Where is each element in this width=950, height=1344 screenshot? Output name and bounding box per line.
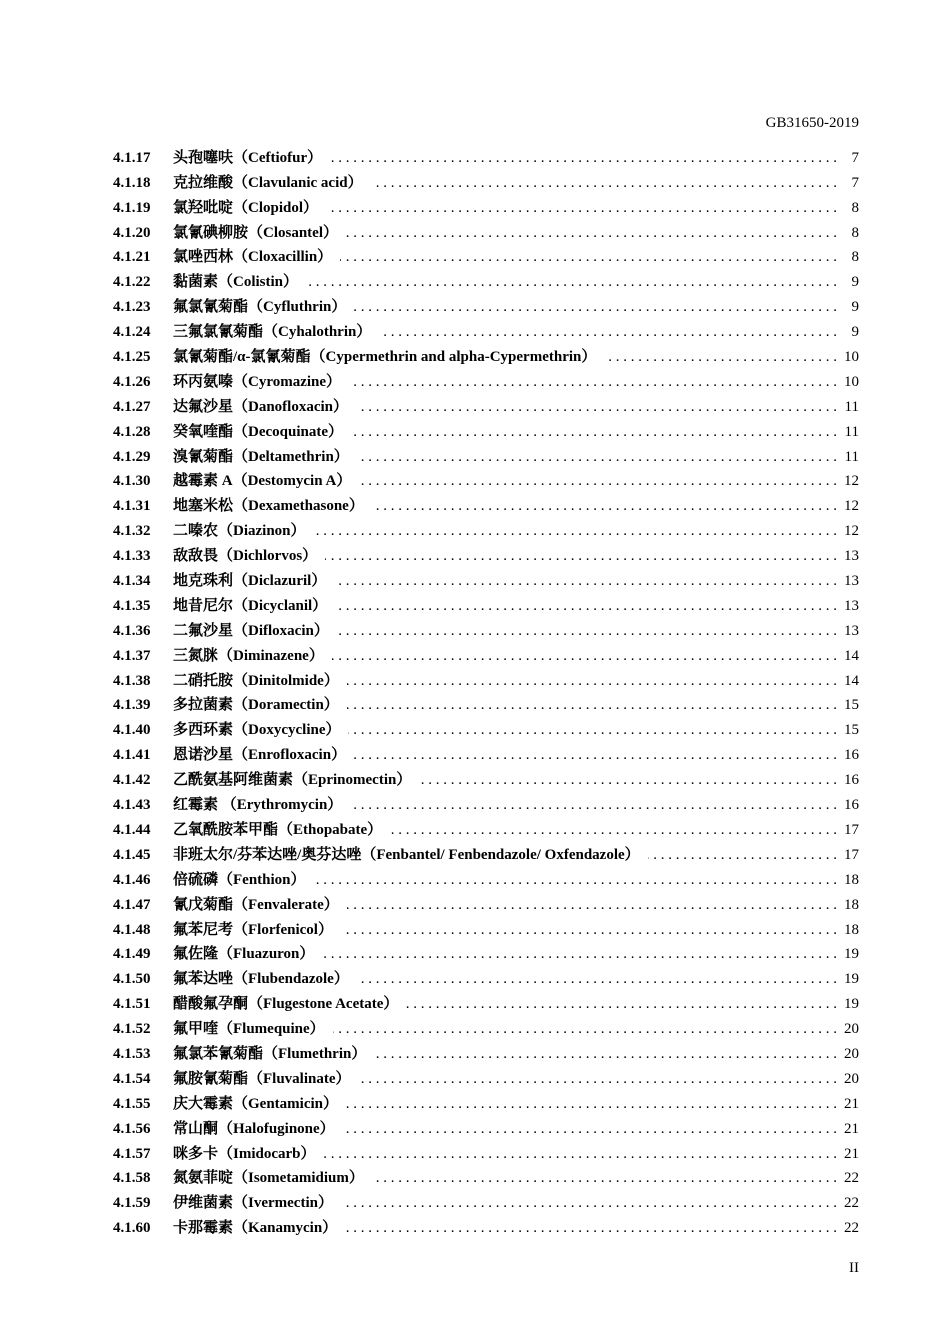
toc-entry-number: 4.1.32 [113, 523, 151, 540]
toc-entry[interactable] [113, 516, 859, 541]
toc-dot-leader [345, 1218, 837, 1238]
toc-dot-leader [326, 198, 837, 218]
toc-entry-title: 氰戊菊酯（Fenvalerate） [173, 896, 339, 913]
toc-dot-leader [371, 173, 837, 193]
toc-entry-page: 18 [844, 871, 859, 888]
toc-entry-title: 氟苯达唑（Flubendazole） [173, 971, 349, 988]
toc-dot-leader [348, 720, 837, 740]
document-code: GB31650-2019 [765, 115, 859, 131]
toc-entry[interactable] [113, 1213, 859, 1238]
toc-entry-page: 16 [844, 747, 859, 764]
toc-entry[interactable] [113, 442, 859, 467]
toc-entry[interactable] [113, 740, 859, 765]
toc-entry-page: 10 [844, 349, 859, 366]
toc-entry-title: 二硝托胺（Dinitolmide） [173, 672, 339, 689]
toc-dot-leader [325, 546, 837, 566]
toc-entry-page: 12 [844, 498, 859, 515]
toc-entry-number: 4.1.54 [113, 1070, 151, 1087]
toc-entry-number: 4.1.47 [113, 896, 151, 913]
toc-dot-leader [346, 1094, 837, 1114]
toc-dot-leader [372, 496, 837, 516]
toc-entry[interactable] [113, 765, 859, 790]
toc-entry-title: 咪多卡（Imidocarb） [173, 1145, 316, 1162]
toc-entry[interactable] [113, 417, 859, 442]
toc-entry-title: 癸氧喹酯（Decoquinate） [173, 423, 343, 440]
toc-entry-page: 13 [844, 622, 859, 639]
toc-entry-number: 4.1.31 [113, 498, 151, 515]
toc-entry[interactable] [113, 691, 859, 716]
toc-entry-page: 22 [844, 1195, 859, 1212]
toc-entry-page: 14 [844, 672, 859, 689]
toc-entry-title: 地塞米松（Dexamethasone） [173, 498, 364, 515]
toc-dot-leader [406, 994, 837, 1014]
toc-entry-page: 13 [844, 548, 859, 565]
toc-entry-number: 4.1.30 [113, 473, 151, 490]
toc-entry-number: 4.1.39 [113, 697, 151, 714]
toc-entry[interactable] [113, 243, 859, 268]
toc-dot-leader [341, 1193, 837, 1213]
toc-entry[interactable] [113, 641, 859, 666]
toc-entry[interactable] [113, 616, 859, 641]
toc-entry-title: 卡那霉素（Kanamycin） [173, 1220, 338, 1237]
toc-entry-number: 4.1.51 [113, 996, 151, 1013]
toc-entry-number: 4.1.34 [113, 573, 151, 590]
toc-entry[interactable] [113, 566, 859, 591]
toc-entry-page: 20 [844, 1045, 859, 1062]
toc-dot-leader [343, 1119, 837, 1139]
toc-entry-page: 16 [844, 772, 859, 789]
toc-entry-number: 4.1.33 [113, 548, 151, 565]
toc-entry-title: 乙氧酰胺苯甲酯（Ethopabate） [173, 821, 383, 838]
toc-entry-title: 多拉菌素（Doramectin） [173, 697, 339, 714]
toc-dot-leader [337, 621, 837, 641]
toc-entry-number: 4.1.18 [113, 174, 151, 191]
toc-entry-page: 10 [844, 373, 859, 390]
toc-entry-page: 19 [844, 996, 859, 1013]
toc-entry-title: 溴氰菊酯（Deltamethrin） [173, 448, 349, 465]
toc-entry-page: 8 [851, 249, 859, 266]
toc-entry[interactable] [113, 143, 859, 168]
toc-entry-title: 克拉维酸（Clavulanic acid） [173, 174, 363, 191]
toc-entry-title: 庆大霉素（Gentamicin） [173, 1095, 338, 1112]
toc-entry-title: 达氟沙星（Danofloxacin） [173, 398, 349, 415]
toc-entry-page: 11 [844, 423, 859, 440]
toc-entry-title: 倍硫磷（Fenthion） [173, 871, 306, 888]
toc-entry[interactable] [113, 467, 859, 492]
toc-entry-page: 9 [851, 274, 859, 291]
toc-entry-number: 4.1.17 [113, 149, 151, 166]
toc-entry-number: 4.1.27 [113, 398, 151, 415]
toc-entry-title: 二氟沙星（Difloxacin） [173, 622, 329, 639]
toc-entry-number: 4.1.40 [113, 722, 151, 739]
toc-entry-page: 8 [851, 224, 859, 241]
toc-dot-leader [354, 297, 837, 317]
table-of-contents [113, 143, 859, 1238]
toc-entry-title: 氯羟吡啶（Clopidol） [173, 199, 319, 216]
toc-entry-page: 19 [844, 946, 859, 963]
toc-entry[interactable] [113, 890, 859, 915]
toc-entry-number: 4.1.60 [113, 1220, 151, 1237]
toc-entry-number: 4.1.49 [113, 946, 151, 963]
toc-dot-leader [333, 1019, 837, 1039]
toc-entry-page: 9 [851, 324, 859, 341]
toc-entry[interactable] [113, 1014, 859, 1039]
toc-entry-number: 4.1.45 [113, 846, 151, 863]
toc-entry-page: 12 [844, 473, 859, 490]
toc-dot-leader [341, 920, 837, 940]
toc-entry-title: 三氟氯氰菊酯（Cyhalothrin） [173, 324, 372, 341]
toc-entry-page: 16 [844, 797, 859, 814]
toc-entry[interactable] [113, 1139, 859, 1164]
toc-dot-leader [332, 646, 837, 666]
toc-entry-page: 8 [851, 199, 859, 216]
toc-entry-page: 19 [844, 971, 859, 988]
toc-entry-title: 氟胺氰菊酯（Fluvalinate） [173, 1070, 351, 1087]
toc-entry[interactable] [113, 1089, 859, 1114]
toc-dot-leader [604, 347, 837, 367]
toc-entry-page: 22 [844, 1170, 859, 1187]
toc-dot-leader [314, 870, 837, 890]
toc-dot-leader [351, 422, 837, 442]
toc-dot-leader [322, 944, 837, 964]
toc-entry[interactable] [113, 790, 859, 815]
toc-dot-leader [314, 521, 837, 541]
toc-dot-leader [324, 1144, 837, 1164]
toc-entry[interactable] [113, 491, 859, 516]
toc-entry-title: 氯唑西林（Cloxacillin） [173, 249, 333, 266]
toc-entry[interactable] [113, 218, 859, 243]
toc-entry-title: 环丙氨嗪（Cyromazine） [173, 373, 342, 390]
toc-entry[interactable] [113, 715, 859, 740]
toc-entry-title: 乙酰氨基阿维菌素（Eprinomectin） [173, 772, 412, 789]
toc-dot-leader [390, 820, 837, 840]
toc-entry-page: 7 [851, 174, 859, 191]
toc-entry-number: 4.1.28 [113, 423, 151, 440]
toc-entry-page: 21 [844, 1120, 859, 1137]
toc-entry-number: 4.1.19 [113, 199, 151, 216]
toc-entry-number: 4.1.20 [113, 224, 151, 241]
toc-dot-leader [648, 845, 837, 865]
toc-entry-number: 4.1.59 [113, 1195, 151, 1212]
toc-entry-title: 黏菌素（Colistin） [173, 274, 299, 291]
page-number: II [849, 1260, 859, 1276]
toc-entry[interactable] [113, 1188, 859, 1213]
toc-dot-leader [379, 322, 837, 342]
toc-dot-leader [347, 695, 837, 715]
toc-entry[interactable] [113, 964, 859, 989]
toc-entry-page: 17 [844, 846, 859, 863]
toc-entry[interactable] [113, 940, 859, 965]
toc-entry-page: 11 [844, 398, 859, 415]
toc-entry[interactable] [113, 168, 859, 193]
toc-entry-title: 红霉素 （Erythromycin） [173, 797, 343, 814]
toc-entry[interactable] [113, 367, 859, 392]
toc-dot-leader [347, 895, 837, 915]
toc-entry[interactable] [113, 1164, 859, 1189]
toc-dot-leader [357, 969, 837, 989]
toc-entry[interactable] [113, 666, 859, 691]
toc-entry-number: 4.1.22 [113, 274, 151, 291]
toc-entry-title: 氯氰菊酯/α-氯氰菊酯（Cypermethrin and alpha-Cypermethrin） [173, 349, 597, 366]
toc-entry-number: 4.1.46 [113, 871, 151, 888]
toc-entry-page: 9 [851, 299, 859, 316]
toc-entry[interactable] [113, 392, 859, 417]
toc-entry[interactable] [113, 317, 859, 342]
toc-dot-leader [346, 223, 837, 243]
toc-entry-number: 4.1.36 [113, 622, 151, 639]
toc-entry-title: 氯氰碘柳胺（Closantel） [173, 224, 339, 241]
toc-entry[interactable] [113, 591, 859, 616]
toc-entry-title: 伊维菌素（Ivermectin） [173, 1195, 333, 1212]
toc-entry[interactable] [113, 267, 859, 292]
toc-dot-leader [374, 1044, 837, 1064]
toc-entry-number: 4.1.23 [113, 299, 151, 316]
toc-entry[interactable] [113, 1114, 859, 1139]
toc-dot-leader [357, 447, 837, 467]
toc-entry-page: 7 [851, 149, 859, 166]
toc-entry-page: 14 [844, 647, 859, 664]
toc-entry[interactable] [113, 342, 859, 367]
toc-entry-number: 4.1.58 [113, 1170, 151, 1187]
toc-entry-title: 地克珠利（Diclazuril） [173, 573, 327, 590]
toc-entry-title: 多西环素（Doxycycline） [173, 722, 341, 739]
toc-dot-leader [419, 770, 837, 790]
toc-dot-leader [334, 571, 837, 591]
toc-entry-title: 三氮脒（Diminazene） [173, 647, 324, 664]
toc-dot-leader [359, 1069, 837, 1089]
toc-entry-number: 4.1.55 [113, 1095, 151, 1112]
toc-entry-number: 4.1.53 [113, 1045, 151, 1062]
toc-entry-title: 敌敌畏（Dichlorvos） [173, 548, 318, 565]
toc-dot-leader [354, 745, 837, 765]
toc-entry-title: 头孢噻呋（Ceftiofur） [173, 149, 323, 166]
toc-entry-title: 醋酸氟孕酮（Flugestone Acetate） [173, 996, 399, 1013]
toc-entry[interactable] [113, 840, 859, 865]
toc-entry-page: 15 [844, 722, 859, 739]
toc-entry-page: 20 [844, 1021, 859, 1038]
toc-entry-page: 18 [844, 896, 859, 913]
toc-dot-leader [350, 795, 837, 815]
toc-entry-page: 17 [844, 821, 859, 838]
toc-entry-title: 非班太尔/芬苯达唑/奥芬达唑（Fenbantel/ Fenbendazole/ Oxfendazole） [173, 846, 640, 863]
toc-entry-page: 21 [844, 1095, 859, 1112]
toc-entry-number: 4.1.57 [113, 1145, 151, 1162]
toc-entry-number: 4.1.43 [113, 797, 151, 814]
toc-entry-title: 氟氯苯氰菊酯（Flumethrin） [173, 1045, 367, 1062]
toc-entry-title: 氟氯氰菊酯（Cyfluthrin） [173, 299, 347, 316]
toc-entry[interactable] [113, 865, 859, 890]
toc-entry-number: 4.1.24 [113, 324, 151, 341]
toc-entry[interactable] [113, 292, 859, 317]
toc-entry[interactable] [113, 989, 859, 1014]
toc-entry-title: 常山酮（Halofuginone） [173, 1120, 335, 1137]
toc-entry-page: 20 [844, 1070, 859, 1087]
toc-entry-number: 4.1.29 [113, 448, 151, 465]
toc-entry-number: 4.1.42 [113, 772, 151, 789]
toc-entry-number: 4.1.35 [113, 597, 151, 614]
toc-dot-leader [356, 397, 837, 417]
toc-entry-title: 地昔尼尔（Dicyclanil） [173, 597, 328, 614]
toc-entry-page: 15 [844, 697, 859, 714]
toc-entry-title: 二嗪农（Diazinon） [173, 523, 306, 540]
toc-entry-number: 4.1.56 [113, 1120, 151, 1137]
toc-entry-number: 4.1.44 [113, 821, 151, 838]
toc-entry[interactable] [113, 193, 859, 218]
toc-entry-number: 4.1.50 [113, 971, 151, 988]
toc-entry[interactable] [113, 1039, 859, 1064]
toc-dot-leader [335, 596, 837, 616]
toc-entry[interactable] [113, 915, 859, 940]
toc-entry-page: 13 [844, 597, 859, 614]
toc-entry-page: 21 [844, 1145, 859, 1162]
toc-entry-number: 4.1.38 [113, 672, 151, 689]
toc-entry-number: 4.1.41 [113, 747, 151, 764]
toc-entry-title: 越霉素 A（Destomycin A） [173, 473, 352, 490]
toc-entry-number: 4.1.21 [113, 249, 151, 266]
toc-dot-leader [340, 247, 837, 267]
toc-dot-leader [330, 148, 837, 168]
toc-entry-page: 11 [844, 448, 859, 465]
toc-entry-number: 4.1.52 [113, 1021, 151, 1038]
toc-entry-number: 4.1.48 [113, 921, 151, 938]
toc-dot-leader [306, 272, 837, 292]
toc-entry[interactable] [113, 541, 859, 566]
toc-entry-page: 18 [844, 921, 859, 938]
toc-dot-leader [349, 372, 837, 392]
toc-entry-title: 恩诺沙星（Enrofloxacin） [173, 747, 347, 764]
toc-entry-page: 13 [844, 573, 859, 590]
toc-entry-page: 12 [844, 523, 859, 540]
toc-entry-title: 氟佐隆（Fluazuron） [173, 946, 315, 963]
toc-entry-number: 4.1.25 [113, 349, 151, 366]
toc-dot-leader [347, 671, 837, 691]
toc-entry[interactable] [113, 815, 859, 840]
toc-entry[interactable] [113, 1064, 859, 1089]
toc-entry-title: 氮氨菲啶（Isometamidium） [173, 1170, 364, 1187]
toc-dot-leader [359, 471, 837, 491]
toc-entry-title: 氟甲喹（Flumequine） [173, 1021, 325, 1038]
toc-entry-title: 氟苯尼考（Florfenicol） [173, 921, 333, 938]
toc-dot-leader [372, 1168, 837, 1188]
toc-entry-page: 22 [844, 1220, 859, 1237]
toc-entry-number: 4.1.37 [113, 647, 151, 664]
toc-entry-number: 4.1.26 [113, 373, 151, 390]
